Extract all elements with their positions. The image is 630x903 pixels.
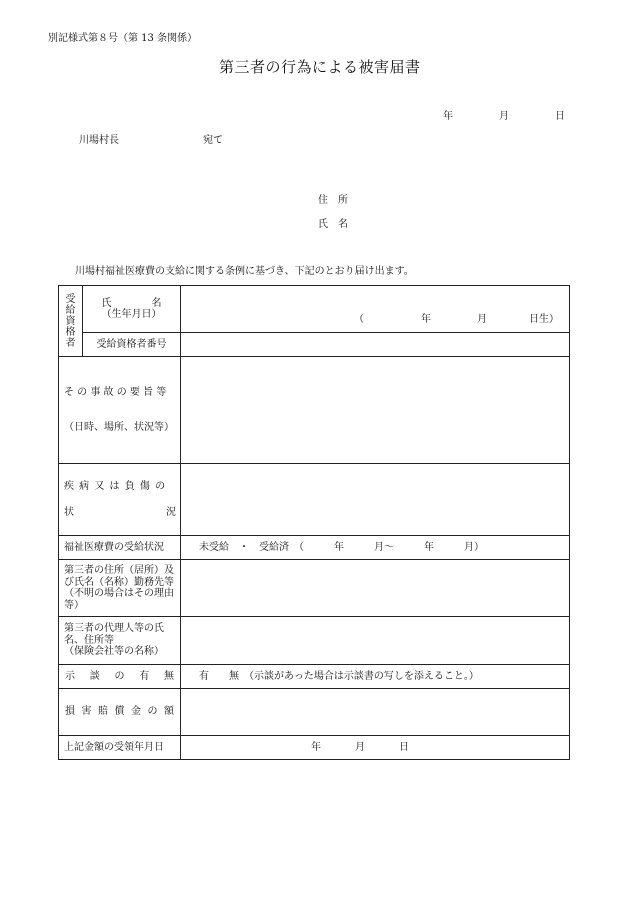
date-day-label: 日 [555,111,565,122]
addressee-suffix: 宛て [203,135,223,146]
beneficiary-number-field[interactable] [181,333,570,357]
receipt-date-label: 上記金額の受領年月日 [59,736,181,760]
date-month-label: 月 [499,111,509,122]
table-row [59,560,570,617]
table-row [59,333,570,357]
table-row [59,357,570,464]
benefit-status-field[interactable]: 未受給 ・ 受給済 （ 年 月～ 年 月） [181,536,570,560]
date-year-label: 年 [443,111,453,122]
settlement-label: 示 談 の 有 無 [59,665,181,689]
table-row [59,689,570,736]
injury-status-field[interactable] [181,464,570,536]
receipt-date-field[interactable]: 年 月 日 [181,736,570,760]
table-row [59,286,570,333]
third-party-agent-field[interactable] [181,617,570,665]
injury-status-label: 疾 病 又 は 負 傷 の 状 況 [59,464,181,536]
compensation-field[interactable] [181,689,570,736]
table-row [59,665,570,689]
benefit-status-label: 福祉医療費の受給状況 [59,536,181,560]
notification-table [58,285,570,760]
table-row [59,464,570,536]
name-label: 氏 名 [318,219,348,230]
compensation-label: 損 害 賠 償 金 の 額 [59,689,181,736]
addressee: 川場村長 [79,135,119,146]
settlement-field[interactable]: 有 無 （示談があった場合は示談書の写しを添えること。） [181,665,570,689]
accident-summary-field[interactable] [181,357,570,464]
table-row [59,617,570,665]
name-birth-label: 氏 名 （生年月日） [83,286,181,333]
third-party-agent-label: 第三者の代理人等の氏名、住所等 （保険会社等の名称） [59,617,181,665]
third-party-label: 第三者の住所（居所）及び氏名（名称）勤務先等（不明の場合はその理由等） [59,560,181,617]
beneficiary-group-label: 受 給 資 格 者 [59,286,83,357]
table-row [59,536,570,560]
table-row [59,736,570,760]
name-birth-field[interactable]: （ 年 月 日生） [181,286,570,333]
beneficiary-number-label: 受給資格者番号 [83,333,181,357]
address-label: 住 所 [318,195,348,206]
intro-statement: 川場村福祉医療費の支給に関する条例に基づき、下記のとおり届け出ます。 [75,266,414,277]
accident-summary-label: そ の 事 故 の 要 旨 等 （日時、場所、状況等） [59,357,181,464]
form-number: 別記様式第８号（第 13 条関係） [48,33,198,44]
form-title: 第三者の行為による被害届書 [219,58,421,76]
third-party-field[interactable] [181,560,570,617]
